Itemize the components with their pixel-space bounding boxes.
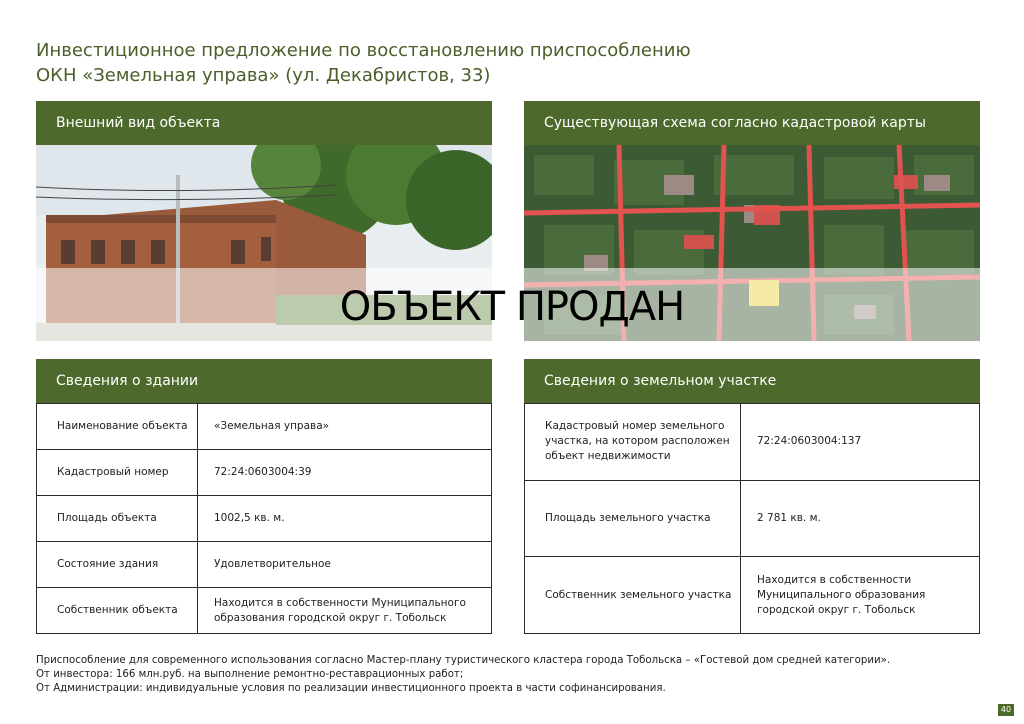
building-cadastral-label: Кадастровый номер: [37, 450, 198, 496]
footer-notes: [36, 654, 986, 696]
table-row: [37, 450, 492, 496]
building-condition-value: Удовлетворительное: [198, 542, 492, 588]
table-row: [37, 404, 492, 450]
table-row: [37, 588, 492, 634]
building-name-label: Наименование объекта: [37, 404, 198, 450]
land-owner-value: Находится в собственности Муниципального образования городской округ г. Тобольск: [741, 557, 980, 634]
table-row: [525, 557, 980, 634]
page-number: 40: [998, 704, 1014, 716]
page-title-line-1: Инвестиционное предложение по восстановлению приспособлению: [36, 40, 691, 61]
table-row: [525, 480, 980, 557]
building-section-header: Сведения о здании: [36, 359, 492, 403]
land-section-header: Сведения о земельном участке: [524, 359, 980, 403]
building-info-table: [36, 403, 492, 634]
exterior-panel-header: Внешний вид объекта: [36, 101, 492, 145]
table-row: [37, 496, 492, 542]
footer-line-2: От инвестора: 166 млн.руб. на выполнение ремонтно-реставрационных работ;: [36, 669, 464, 680]
building-area-value: 1002,5 кв. м.: [198, 496, 492, 542]
building-condition-label: Состояние здания: [37, 542, 198, 588]
map-panel-header: Существующая схема согласно кадастровой карты: [524, 101, 980, 145]
land-cadastral-label: Кадастровый номер земельного участка, на котором расположен объект недвижимости: [525, 404, 741, 481]
building-name-value: «Земельная управа»: [198, 404, 492, 450]
building-area-label: Площадь объекта: [37, 496, 198, 542]
building-cadastral-value: 72:24:0603004:39: [198, 450, 492, 496]
footer-line-3: От Администрации: индивидуальные условия по реализации инвестиционного проекта в части софинансирования.: [36, 683, 666, 694]
land-owner-label: Собственник земельного участка: [525, 557, 741, 634]
building-owner-label: Собственник объекта: [37, 588, 198, 634]
land-info-table: [524, 403, 980, 634]
page-title-line-2: ОКН «Земельная управа» (ул. Декабристов, 33): [36, 65, 491, 86]
sold-label: ОБЪЕКТ ПРОДАН: [339, 284, 685, 330]
table-row: [37, 542, 492, 588]
footer-line-1: Приспособление для современного использования согласно Мастер-плану туристического кластера города Тобольска – «Гостевой дом средней категории».: [36, 655, 891, 666]
land-cadastral-value: 72:24:0603004:137: [741, 404, 980, 481]
building-owner-value: Находится в собственности Муниципального образования городской округ г. Тобольск: [198, 588, 492, 634]
table-row: [525, 404, 980, 481]
land-area-label: Площадь земельного участка: [525, 480, 741, 557]
page-title: [36, 38, 936, 88]
land-area-value: 2 781 кв. м.: [741, 480, 980, 557]
